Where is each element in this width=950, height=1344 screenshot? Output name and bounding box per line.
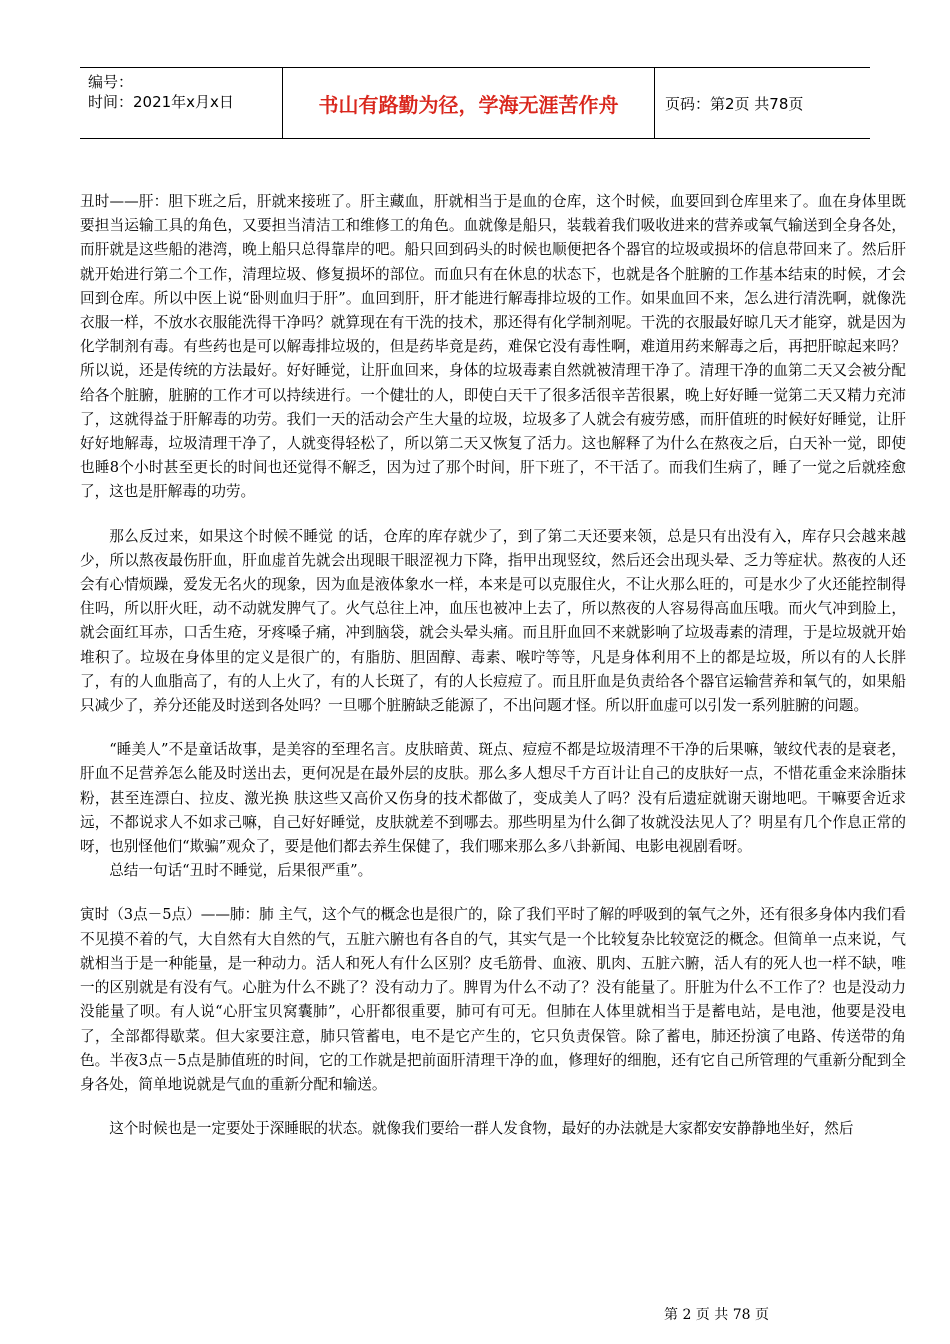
- page-footer: 第 2 页 共 78 页: [664, 1307, 769, 1323]
- paragraph-chou-shi-liver: 丑时——肝：胆下班之后，肝就来接班了。肝主藏血，肝就相当于是血的仓库，这个时候，血要回到仓库里来了。血在身体里既要担当运输工具的角色，又要担当清洁工和维修工的角色。血就像是船只，装载着我们吸收进来的营养或氧气输送到全身各处，而肝就是这些船的港湾，晚上船只总得靠岸的吧。船只回到码头的时候也顺便把各个器官的垃圾或损坏的信息带回来了。然后肝就开始进行第二个工作，清理垃圾、修复损坏的部位。而血只有在休息的状态下，也就是各个脏腑的工作基本结束的时候，才会回到仓库。所以中医上说“卧则血归于肝”。血回到肝，肝才能进行解毒排垃圾的工作。如果血回不来，怎么进行清洗啊，就像洗衣服一样，不放水衣服能洗得干净吗？就算现在有干洗的技术，那还得有化学制剂呢。干洗的衣服最好晾几天才能穿，就是因为化学制剂有毒。有些药也是可以解毒排垃圾的，但是药毕竟是药，难保它没有毒性啊，难道用药来解毒之后，再把肝晾起来吗？所以说，还是传统的方法最好。好好睡觉，让肝血回来，身体的垃圾毒素自然就被清理干净了。清理干净的血第二天又会被分配给各个脏腑，脏腑的工作才可以持续进行。一个健壮的人，即使白天干了很多活很辛苦很累，晚上好好睡一觉第二天又精力充沛了，这就得益于肝解毒的功劳。我们一天的活动会产生大量的垃圾，垃圾多了人就会有疲劳感，而肝值班的时候好好睡觉，让肝好好地解毒，垃圾清理干净了，人就变得轻松了，所以第二天又恢复了活力。这也解释了为什么在熬夜之后，白天补一觉，即使也睡8个小时甚至更长的时间也还觉得不解乏，因为过了那个时间，肝下班了，不干活了。而我们生病了，睡了一觉之后就痊愈了，这也是肝解毒的功劳。: [80, 193, 906, 501]
- document-body: [80, 190, 906, 1141]
- paragraph-staying-up-effects: 那么反过来，如果这个时候不睡觉 的话，仓库的库存就少了，到了第二天还要来领，总是只有出没有入，库存只会越来越少，所以熬夜最伤肝血，肝血虚首先就会出现眼干眼涩视力下降，指甲出现竖纹，然后还会出现头晕、乏力等症状。熬夜的人还会有心情烦躁，爱发无名火的现象，因为血是液体象水一样，本来是可以克服住火，不让火那么旺的，可是水少了火还能控制得住吗，所以肝火旺，动不动就发脾气了。火气总往上冲，血压也被冲上去了，所以熬夜的人容易得高血压哦。而火气冲到脸上，就会面红耳赤，口舌生疮，牙疼嗓子痛，冲到脑袋，就会头晕头痛。而且肝血回不来就影响了垃圾毒素的清理，于是垃圾就开始堆积了。垃圾在身体里的定义是很广的，有脂肪、胆固醇、毒素、喉咛等等，凡是身体利用不上的都是垃圾，所以有的人长胖了，有的人血脂高了，有的人上火了，有的人长斑了，有的人长痘痘了。而且肝血是负责给各个器官运输营养和氧气的，如果船只减少了，养分还能及时送到各处吗？一旦哪个脏腑缺乏能源了，不出问题才怪。所以肝血虚可以引发一系列脏腑的问题。: [80, 527, 906, 715]
- paragraph-deep-sleep: 这个时候也是一定要处于深睡眠的状态。就像我们要给一群人发食物，最好的办法就是大家都安安静静地坐好，然后: [109, 1120, 854, 1138]
- paragraph-summary: 总结一句话“丑时不睡觉，后果很严重”。: [109, 862, 373, 880]
- document-time-label: 时间：2021年x月x日: [88, 93, 234, 111]
- header-meta-cell: [80, 68, 283, 138]
- paragraph-yin-shi-lung: 寅时（3点－5点）——肺：肺 主气，这个气的概念也是很广的，除了我们平时了解的呼吸到的氧气之外，还有很多身体内我们看不见摸不着的气，大自然有大自然的气，五脏六腑也有各自的气，其实气是一个比较复杂比较宽泛的概念。但简单一点来说，气就相当于是一种能量，是一种动力。活人和死人有什么区别？皮毛筋骨、血液、肌肉、五脏六腑，活人有的死人也一样不缺，唯一的区别就是有没有气。心脏为什么不跳了？没有动力了。脾胃为什么不动了？没有能量了。肝脏为什么不工作了？也是没动力没能量了呗。有人说“心肝宝贝窝囊肺”，心肝都很重要，肺可有可无。但肺在人体里就相当于是蓄电站，是电池，他要是没电了，全部都得歇菜。但大家要注意，肺只管蓄电，电不是它产生的，它只负责保管。除了蓄电，肺还扮演了电路、传送带的角色。半夜3点－5点是肺值班的时间，它的工作就是把前面肝清理干净的血，修理好的细胞，还有它自己所管理的气重新分配到全身各处，简单地说就是气血的重新分配和输送。: [80, 906, 906, 1093]
- header-page-info: 页码：第2页 共78页: [665, 94, 804, 113]
- page-header: [80, 67, 870, 139]
- header-motto: 书山有路勤为径，学海无涯苦作舟: [283, 68, 655, 138]
- document-number-label: 编号：: [88, 73, 134, 91]
- paragraph-sleeping-beauty: “睡美人”不是童话故事，是美容的至理名言。皮肤暗黄、斑点、痘痘不都是垃圾清理不干净的后果嘛，皱纹代表的是衰老，肝血不足营养怎么能及时送出去，更何况是在最外层的皮肤。那么多人想尽千方百计让自己的皮肤好一点，不惜花重金来涂脂抹粉，甚至连漂白、拉皮、激光换 肤这些又高价又伤身的技术都做了，变成美人了吗？没有后遗症就谢天谢地吧。干嘛要舍近求远，不都说求人不如求己嘛，自己好好睡觉，皮肤就差不到哪去。那些明星为什么御了妆就没法见人了？明星有几个作息正常的呀，也别怪他们“欺骗”观众了，要是他们都去养生保健了，我们哪来那么多八卦新闻、电影电视剧看呀。: [80, 741, 906, 856]
